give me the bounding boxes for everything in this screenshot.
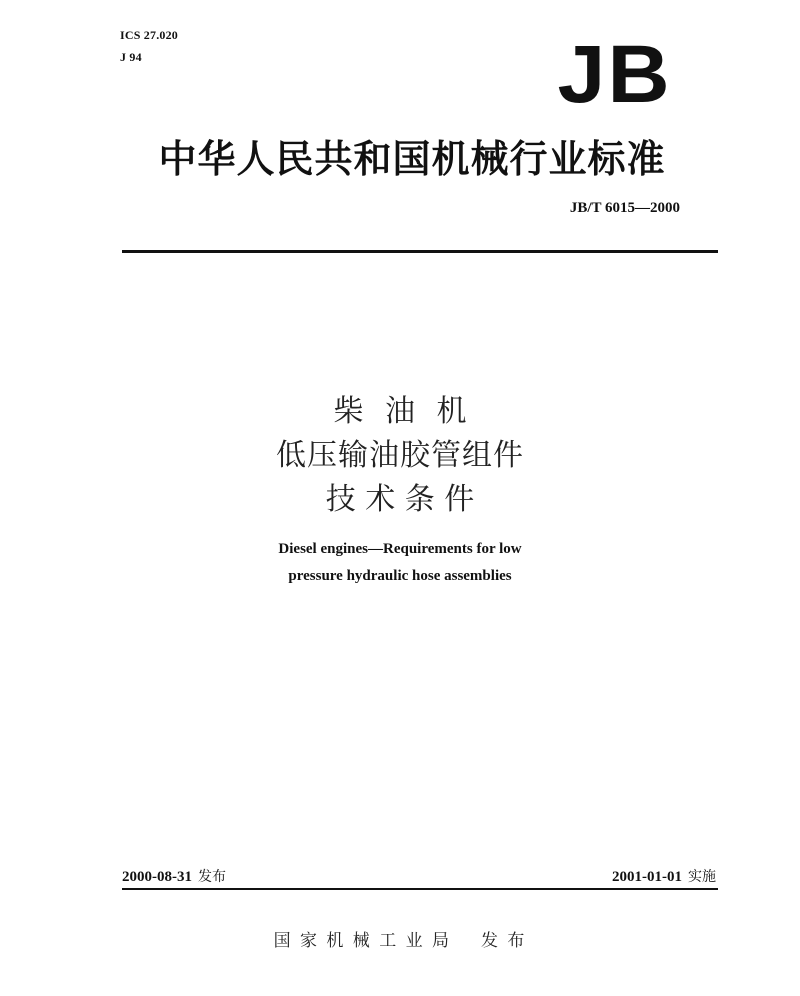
issue-label: 发布 [198, 869, 226, 885]
title-en-line-2: pressure hydraulic hose assemblies [288, 568, 512, 584]
issue-date-line [122, 866, 226, 886]
title-en-line-1: Diesel engines—Requirements for low [278, 541, 522, 557]
issue-date: 2000-08-31 [122, 869, 192, 885]
classification-code: J 94 [120, 50, 142, 64]
title-cn-line-1: 柴 油 机 [333, 394, 467, 429]
publisher-line [0, 926, 800, 951]
standard-title: 中华人民共和国机械行业标准 [158, 137, 666, 181]
implementation-label: 实施 [688, 869, 716, 885]
standard-number: JB/T 6015—2000 [569, 200, 680, 216]
publisher-name: 国 家 机 械 工 业 局 [273, 931, 452, 951]
ics-code: ICS 27.020 [120, 28, 179, 42]
title-cn-line-3: 技 术 条 件 [325, 482, 475, 517]
top-divider [122, 250, 718, 253]
title-cn-line-2: 低压输油胶管组件 [276, 438, 524, 473]
publish-action: 发 布 [481, 931, 527, 951]
jb-logo: JB [557, 29, 672, 120]
bottom-divider [122, 888, 718, 890]
implementation-date: 2001-01-01 [612, 869, 682, 885]
implementation-date-line [612, 866, 716, 886]
